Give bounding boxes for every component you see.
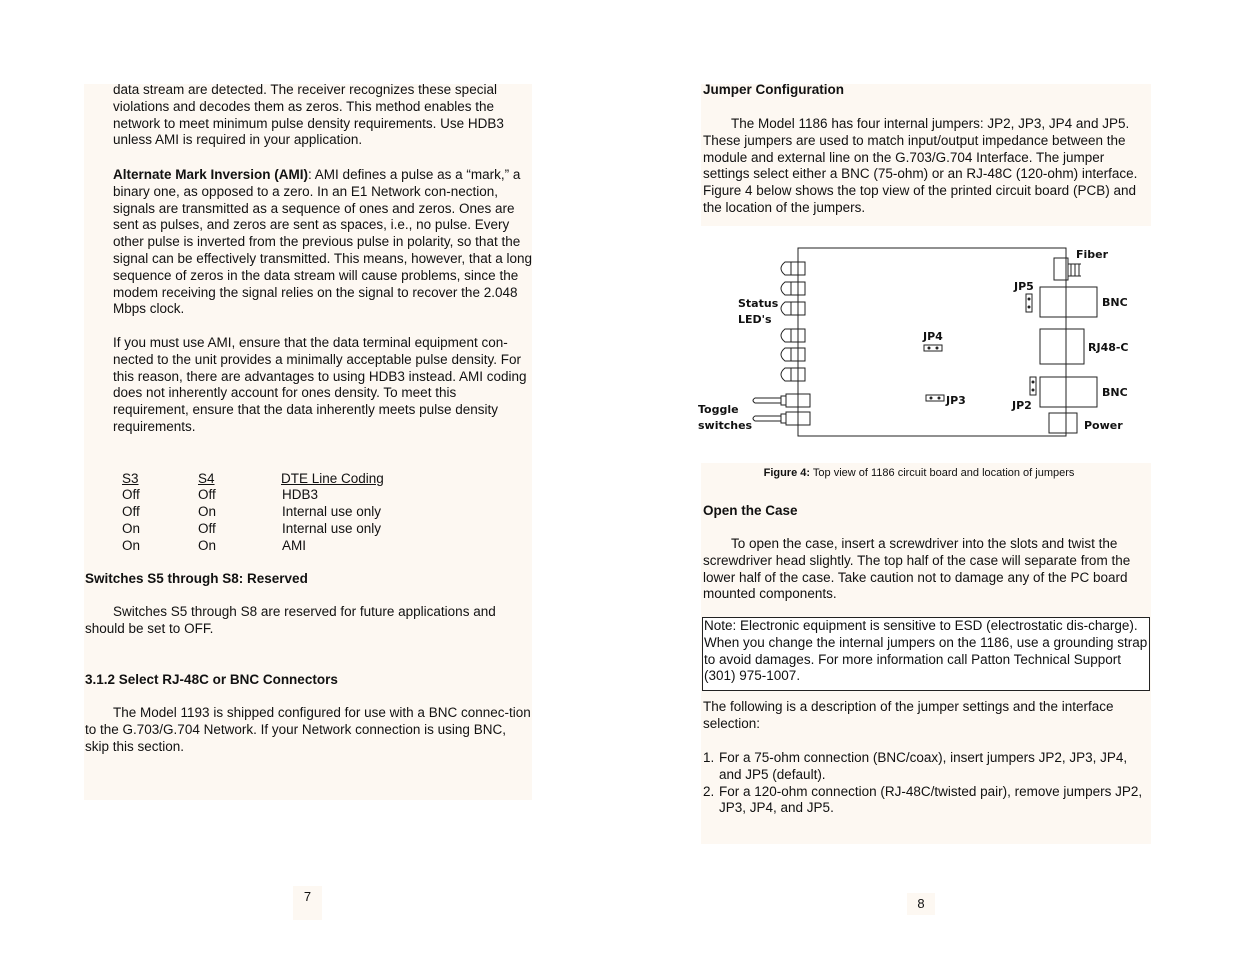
table-cell: Off — [122, 487, 140, 502]
circuit-board-figure — [688, 226, 1164, 463]
label-status: Status — [738, 297, 779, 310]
label-bnc-top: BNC — [1102, 296, 1128, 309]
switches-body: Switches S5 through S8 are reserved for future applications and should be set to OFF. — [85, 604, 496, 636]
circuit-board-diagram — [688, 226, 1164, 463]
label-power: Power — [1084, 419, 1123, 432]
list-item — [703, 784, 1149, 818]
jp4-jumper-icon — [924, 345, 942, 351]
ami-paragraph — [113, 167, 532, 318]
following-text: The following is a description of the jumper settings and the interface selection: — [703, 699, 1114, 731]
table-cell: HDB3 — [282, 487, 319, 502]
jp5-jumper-icon — [1026, 294, 1032, 312]
jumper-heading: Jumper Configuration — [703, 82, 844, 97]
fiber-connector-icon — [1054, 258, 1081, 280]
label-jp4: JP4 — [923, 330, 943, 343]
table-cell: On — [122, 538, 141, 553]
label-fiber: Fiber — [1076, 248, 1109, 261]
table-cell: On — [122, 521, 141, 536]
list-item-text: For a 120-ohm connection (RJ-48C/twisted pair), remove jumpers JP2, JP3, JP4, and JP5. — [719, 783, 1143, 816]
table-cell: On — [198, 504, 217, 519]
table-cell: Off — [122, 504, 140, 519]
label-jp2: JP2 — [1012, 399, 1032, 412]
ami-heading: Alternate Mark Inversion (AMI) — [113, 167, 309, 182]
toggle-switch-icons — [753, 394, 810, 425]
table-cell: Off — [198, 521, 216, 536]
table-cell: Internal use only — [282, 521, 382, 536]
section-body-rj48: The Model 1193 is shipped configured for use with a BNC connec-tion to the G.703/G.704 Network. If your Network connection is using BNC, skip this section. — [85, 705, 531, 754]
page-number-right: 8 — [907, 893, 935, 915]
list-item-number: 2. — [703, 783, 715, 799]
figure-caption-label: Figure 4: — [763, 467, 811, 479]
label-leds: LED's — [738, 313, 772, 326]
table-header-coding: DTE Line Coding — [281, 471, 384, 486]
page-number-left: 7 — [293, 886, 322, 920]
label-toggle: Toggle — [698, 403, 739, 416]
rj48c-connector-icon — [1040, 329, 1084, 364]
list-item-number: 1. — [703, 750, 715, 765]
label-jp5: JP5 — [1014, 280, 1034, 293]
figure-caption — [701, 467, 1137, 479]
left-para-intro: data stream are detected. The receiver recognizes these special violations and decodes them as zeros. This method enables the network to meet minimum pulse density requirements. Use HDB3 unless AMI is required in your application. — [113, 82, 504, 148]
jp3-jumper-icon — [926, 395, 944, 401]
label-switches: switches — [698, 419, 753, 432]
bnc-top-connector-icon — [1040, 287, 1097, 317]
label-jp3: JP3 — [946, 394, 966, 407]
label-bnc-bottom: BNC — [1102, 386, 1128, 399]
jp2-jumper-icon — [1030, 377, 1036, 395]
section-heading-rj48: 3.1.2 Select RJ-48C or BNC Connectors — [85, 672, 338, 687]
jumper-settings-list — [703, 750, 1149, 817]
table-header-s3: S3 — [122, 471, 139, 486]
table-cell: AMI — [282, 538, 307, 553]
label-rj48c: RJ48-C — [1088, 341, 1129, 354]
status-led-icons — [781, 262, 805, 381]
open-case-body: To open the case, insert a screwdriver into the slots and twist the screwdriver head slightly. The top half of the case will separate from the lower half of the case. Take caution not to damage any of the PC board mounted components. — [703, 536, 1131, 602]
jumper-body: The Model 1186 has four internal jumpers: JP2, JP3, JP4 and JP5. These jumpers are used to match input/output impedance between the module and external line on the G.703/G.704 Interface. The jumper settings select either a BNC (75-ohm) or an RJ-48C (120-ohm) interface. Figure 4 below shows the top view of the printed circuit board (PCB) and the location of the jumpers. — [703, 116, 1138, 215]
esd-note-box: Note: Electronic equipment is sensitive to ESD (electrostatic dis-charge). When you change the internal jumpers on the 1186, use a grounding strap to avoid damages. For more information call Patton Technical Support (301) 975-1007. — [702, 617, 1150, 691]
table-cell: Internal use only — [282, 504, 382, 519]
list-item-text: For a 75-ohm connection (BNC/coax), insert jumpers JP2, JP3, JP4, and JP5 (default). — [719, 750, 1128, 782]
table-cell: On — [198, 538, 217, 553]
switches-heading: Switches S5 through S8: Reserved — [85, 571, 308, 586]
figure-caption-text: Top view of 1186 circuit board and location of jumpers — [810, 467, 1075, 479]
table-header-s4: S4 — [198, 471, 215, 486]
power-connector-icon — [1049, 413, 1077, 433]
list-item — [703, 750, 1149, 784]
left-para-ami-usage: If you must use AMI, ensure that the data terminal equipment con-nected to the unit provides a minimally acceptable pulse density. For this reason, there are advantages to using HDB3 instead. AMI coding does not inherently account for ones density. To meet this requirement, ensure that the data inherently meets pulse density requirements. — [113, 335, 527, 434]
table-cell: Off — [198, 487, 216, 502]
open-case-heading: Open the Case — [703, 503, 798, 518]
ami-body: : AMI defines a pulse as a “mark,” a binary one, as opposed to a zero. In an E1 Network con-nection, signals are transmitted as a sequence of ones and zeros. Ones are sent as pulses, and zeros are sent as spaces, i.e., no pulse. Every other pulse is inverted from the previous pulse in polarity, so that the signal can be effectively transmitted. This means, however, that a long sequence of zeros in the data stream will cause problems, since the modem receiving the signal relies on the signal to recover the 2.048 Mbps clock. — [113, 167, 532, 317]
bnc-bottom-connector-icon — [1040, 377, 1097, 407]
